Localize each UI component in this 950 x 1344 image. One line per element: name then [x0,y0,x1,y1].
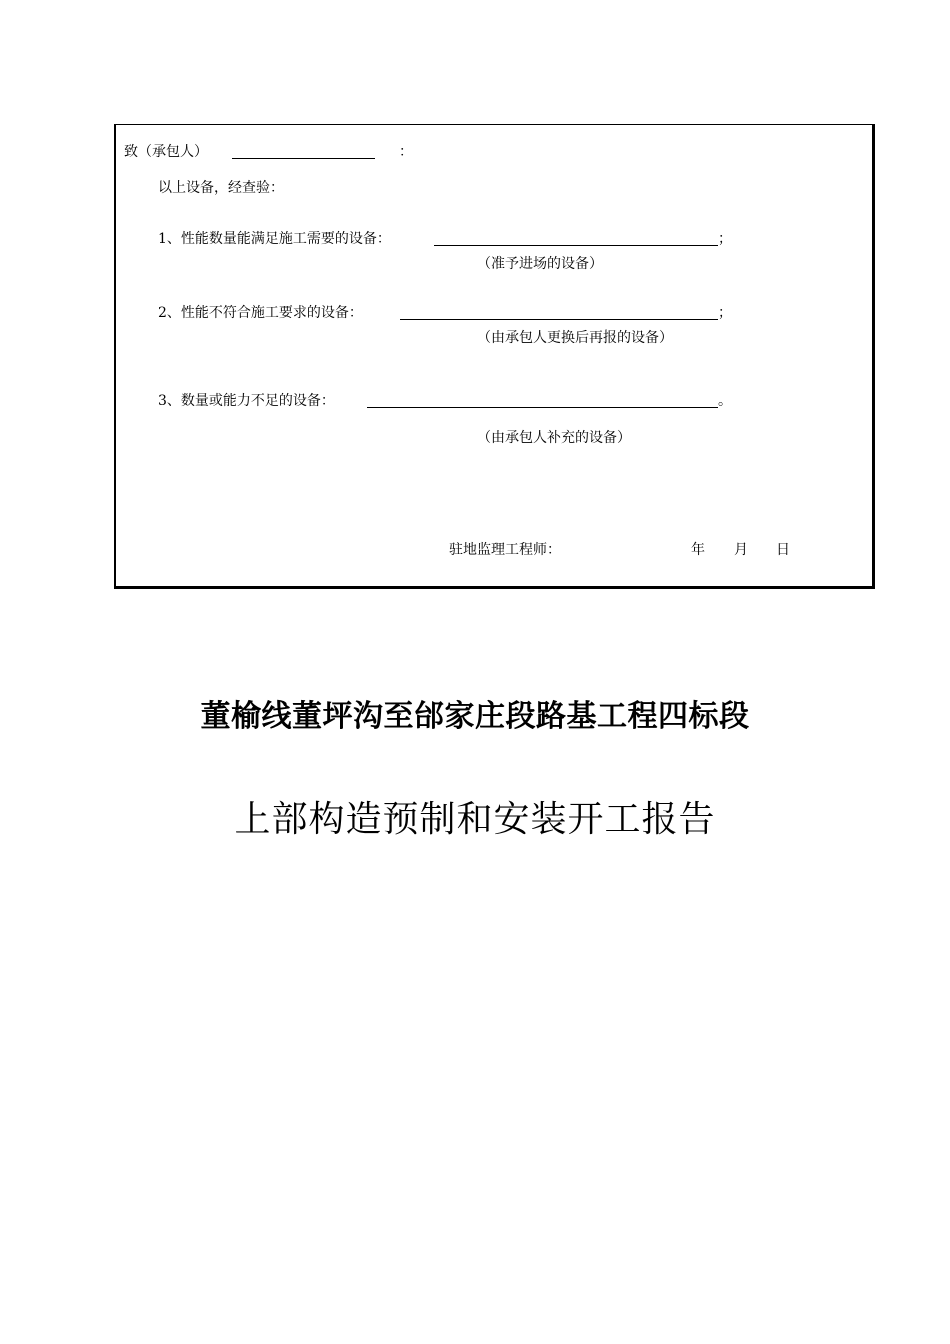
item2-end: ； [718,305,732,321]
item1-end: ； [718,231,732,247]
to-colon: ： [399,144,413,160]
item2-label: 2、性能不符合施工要求的设备： [158,305,363,321]
date-year: 年 [691,542,705,558]
project-title: 董榆线董坪沟至邰家庄段路基工程四标段 [200,699,750,734]
to-contractor-label: 致（承包人） [124,144,208,160]
item3-end: 。 [718,393,732,409]
contractor-name-blank[interactable] [232,158,375,159]
date-month: 月 [734,542,748,558]
item1-label: 1、性能数量能满足施工需要的设备： [158,231,391,247]
item1-blank[interactable] [434,245,718,246]
signer-label: 驻地监理工程师： [449,542,561,558]
item2-blank[interactable] [400,319,718,320]
report-title: 上部构造预制和安装开工报告 [234,799,716,840]
item1-note: （准予进场的设备） [477,256,603,272]
item3-label: 3、数量或能力不足的设备： [158,393,335,409]
item3-note: （由承包人补充的设备） [477,430,631,446]
intro-text: 以上设备，经查验： [158,180,284,196]
date-day: 日 [776,542,790,558]
item2-note: （由承包人更换后再报的设备） [477,330,673,346]
item3-blank[interactable] [367,407,718,408]
